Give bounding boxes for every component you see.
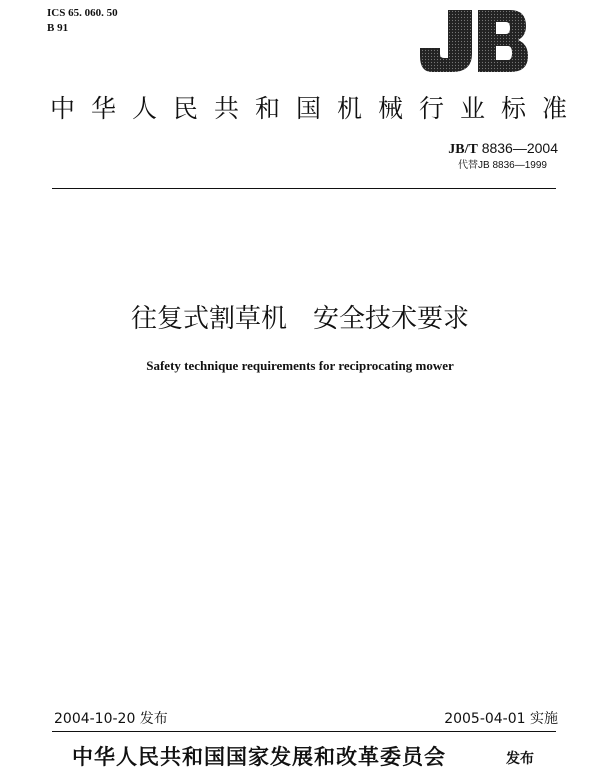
ics-code: ICS 65. 060. 50	[47, 7, 118, 19]
document-title-en: Safety technique requirements for reciprocating mower	[146, 358, 454, 373]
ccs-code: B 91	[47, 22, 69, 34]
publisher-name: 中华人民共和国国家发展和改革委员会	[72, 745, 446, 769]
jb-logo-mark	[418, 4, 530, 76]
issue-date: 2004-10-20 发布	[54, 711, 168, 727]
standard-code	[448, 140, 558, 158]
standard-category-title: 中华人民共和国机械行业标准	[50, 94, 584, 123]
document-title-zh: 往复式割草机 安全技术要求	[130, 304, 469, 334]
jb-logo	[418, 4, 530, 76]
replaces-standard: 代替JB 8836—1999	[458, 160, 547, 171]
implementation-date: 2005-04-01 实施	[444, 711, 558, 727]
publisher-suffix: 发布	[506, 751, 534, 767]
top-divider	[52, 188, 556, 189]
bottom-divider	[52, 731, 556, 732]
standard-code-number: 8836—2004	[477, 140, 558, 156]
standard-code-prefix: JB/T	[448, 142, 478, 157]
